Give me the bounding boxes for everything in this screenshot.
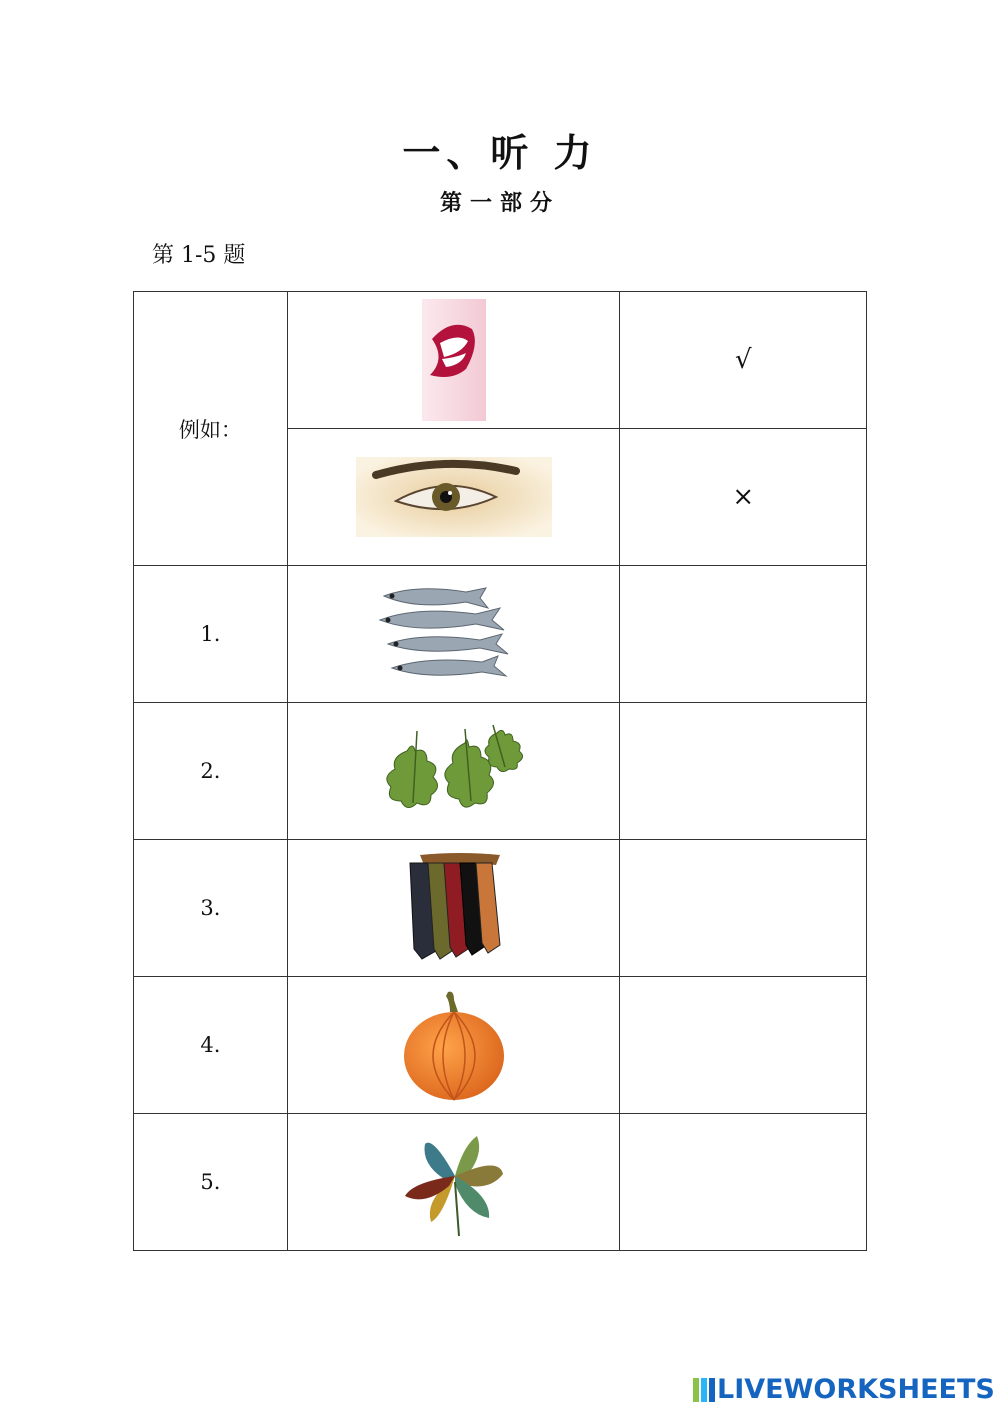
example-row-1 bbox=[134, 292, 867, 429]
brand-text: LIVEWORKSHEETS bbox=[717, 1374, 995, 1405]
question-row bbox=[134, 703, 867, 840]
example-label: 例如： bbox=[134, 292, 288, 566]
example-image-cell bbox=[287, 429, 620, 566]
answer-cell[interactable] bbox=[620, 840, 867, 977]
colored-leaves-picture bbox=[403, 1126, 505, 1238]
part-subtitle: 第一部分 bbox=[439, 190, 560, 216]
question-row bbox=[134, 977, 867, 1114]
answer-cell[interactable] bbox=[620, 566, 867, 703]
question-number: 1. bbox=[134, 566, 288, 703]
question-image-cell bbox=[287, 703, 620, 840]
answer-cell[interactable] bbox=[620, 1114, 867, 1251]
question-image-cell bbox=[287, 1114, 620, 1251]
mouth-picture bbox=[422, 299, 486, 421]
example-mark-wrong: × bbox=[620, 429, 867, 566]
pumpkin-picture bbox=[402, 988, 506, 1102]
question-number: 5. bbox=[134, 1114, 288, 1251]
example-image-cell bbox=[287, 292, 620, 429]
answer-cell[interactable] bbox=[620, 977, 867, 1114]
liveworksheets-logo-icon bbox=[693, 1378, 715, 1402]
neckties-picture bbox=[400, 851, 508, 965]
question-row bbox=[134, 840, 867, 977]
question-range: 第 1-5 题 bbox=[152, 243, 246, 268]
question-image-cell bbox=[287, 566, 620, 703]
question-image-cell bbox=[287, 977, 620, 1114]
oak-leaves-picture bbox=[377, 721, 531, 821]
question-number: 2. bbox=[134, 703, 288, 840]
listening-table bbox=[133, 291, 867, 1251]
question-row bbox=[134, 566, 867, 703]
answer-cell[interactable] bbox=[620, 703, 867, 840]
question-row bbox=[134, 1114, 867, 1251]
liveworksheets-brand bbox=[693, 1374, 995, 1405]
eye-picture bbox=[356, 457, 552, 537]
question-number: 3. bbox=[134, 840, 288, 977]
section-title: 一、听 力 bbox=[402, 130, 598, 175]
fish-picture bbox=[376, 582, 532, 686]
question-image-cell bbox=[287, 840, 620, 977]
example-mark-correct: √ bbox=[620, 292, 867, 429]
question-number: 4. bbox=[134, 977, 288, 1114]
